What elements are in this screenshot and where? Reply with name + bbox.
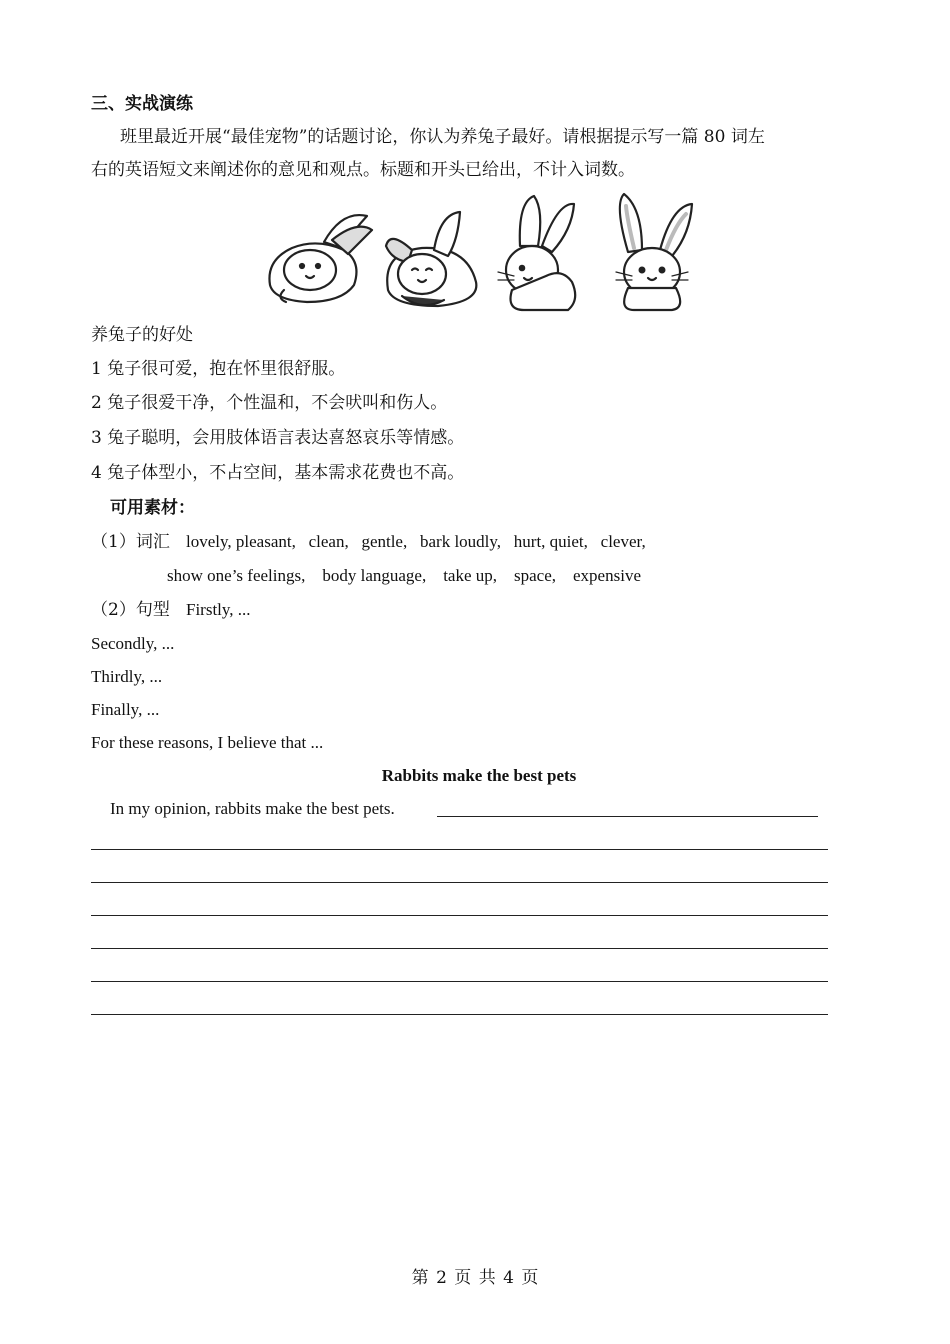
pattern-finally: Finally, ...	[91, 700, 160, 719]
vocab-line-1: lovely, pleasant, clean, gentle, bark loudly, hurt, quiet, clever,	[186, 532, 646, 551]
pattern-secondly: Secondly, ...	[91, 634, 175, 653]
section-heading: 三、实战演练	[91, 94, 193, 114]
pattern-firstly: Firstly, ...	[186, 600, 251, 619]
page-footer: 第 2 页 共 4 页	[411, 1268, 539, 1288]
answer-line[interactable]	[91, 981, 828, 982]
essay-opening: In my opinion, rabbits make the best pets.	[110, 799, 395, 818]
rabbit-crouching-icon	[386, 212, 476, 306]
vocab-line-2: show one’s feelings, body language, take up, space, expensive	[167, 566, 641, 585]
rabbit-sitting-side-icon	[498, 196, 575, 310]
benefit-item-4: 4 兔子体型小，不占空间，基本需求花费也不高。	[91, 463, 465, 483]
pattern-label: （2）句型	[91, 600, 170, 620]
answer-line[interactable]	[91, 948, 828, 949]
benefits-title: 养兔子的好处	[91, 325, 193, 345]
intro-line-2: 右的英语短文来阐述你的意见和观点。标题和开头已给出，不计入词数。	[91, 160, 635, 180]
answer-line[interactable]	[91, 849, 828, 850]
essay-title: Rabbits make the best pets	[381, 766, 577, 785]
rabbit-sitting-front-icon	[616, 194, 692, 310]
rabbit-lying-icon	[269, 215, 372, 302]
answer-line-first[interactable]	[437, 816, 818, 817]
pattern-thirdly: Thirdly, ...	[91, 667, 163, 686]
four-rabbits-illustration	[262, 190, 702, 315]
answer-line[interactable]	[91, 882, 828, 883]
intro-line-1: 班里最近开展“最佳宠物”的话题讨论，你认为养兔子最好。请根据提示写一篇 80 词左	[120, 127, 765, 147]
answer-line[interactable]	[91, 915, 828, 916]
vocab-label: （1）词汇	[91, 532, 170, 552]
benefit-item-3: 3 兔子聪明，会用肢体语言表达喜怒哀乐等情感。	[91, 428, 465, 448]
pattern-conclusion: For these reasons, I believe that ...	[91, 733, 324, 752]
benefit-item-1: 1 兔子很可爱，抱在怀里很舒服。	[91, 359, 346, 379]
materials-title: 可用素材：	[110, 498, 195, 518]
answer-line[interactable]	[91, 1014, 828, 1015]
benefit-item-2: 2 兔子很爱干净，个性温和，不会吠叫和伤人。	[91, 393, 448, 413]
